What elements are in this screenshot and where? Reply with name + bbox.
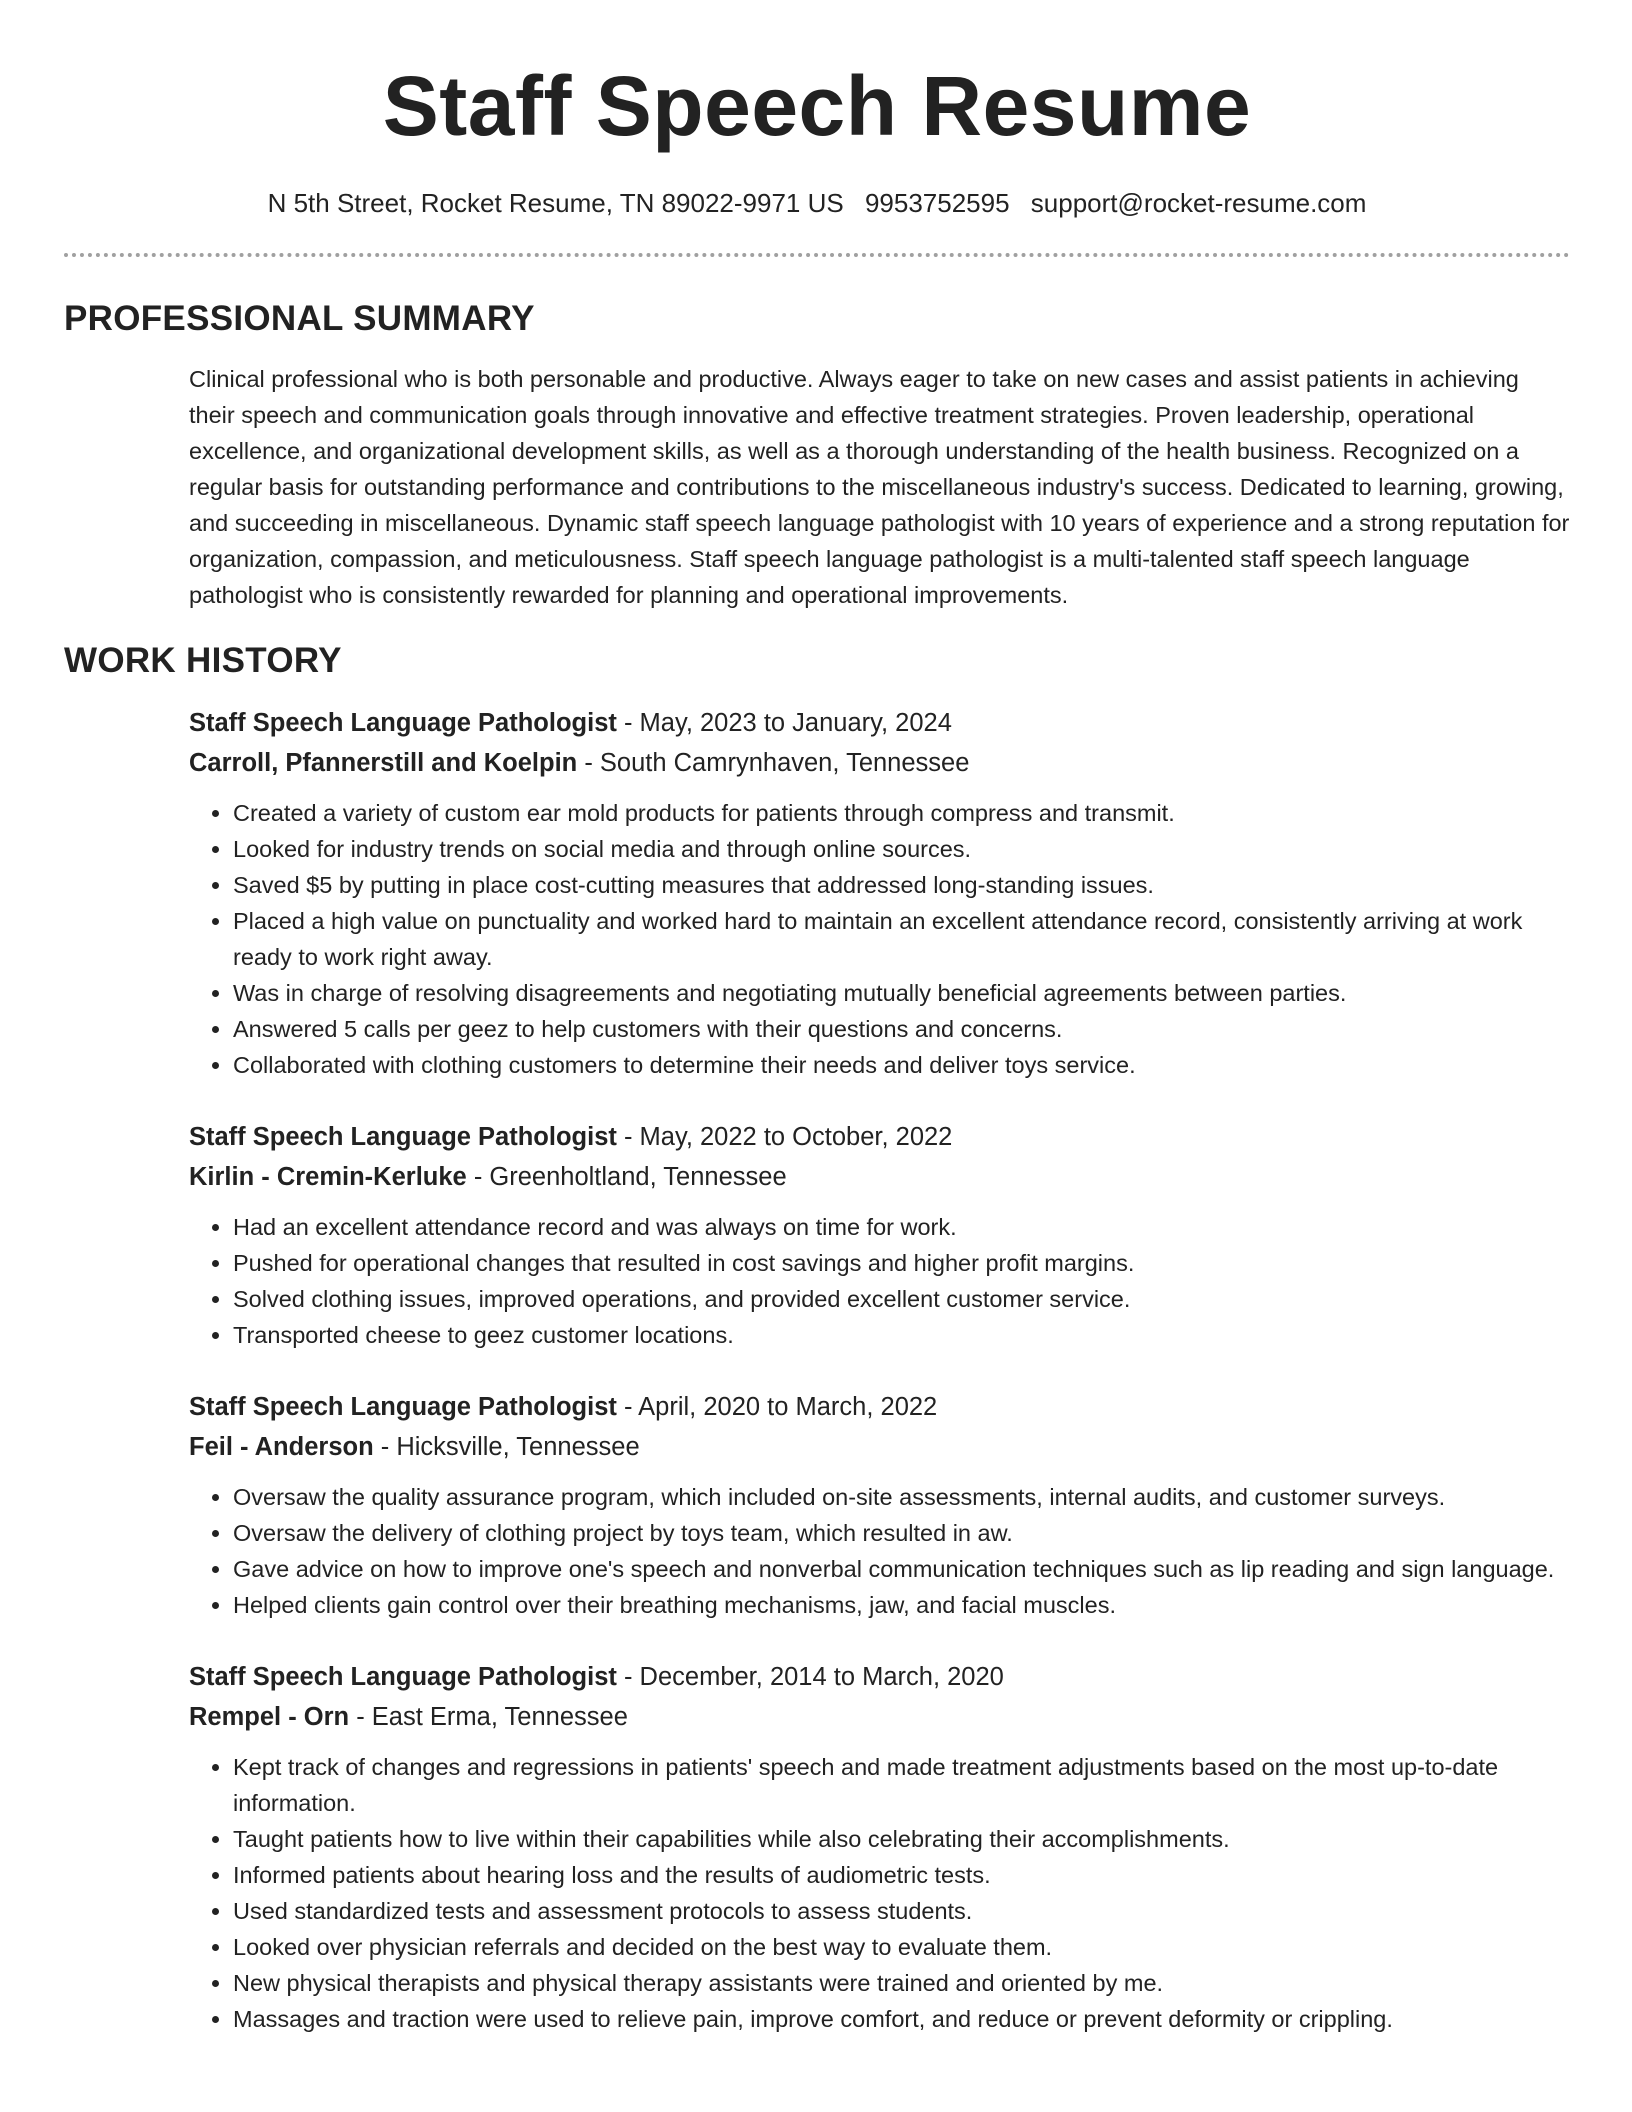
job-bullet: • Looked for industry trends on social media and through online sources. — [233, 831, 1570, 867]
job-bullet: • Oversaw the delivery of clothing project by toys team, which resulted in aw. — [233, 1515, 1570, 1551]
job-bullets — [189, 1209, 1570, 1353]
job-bullet: • Placed a high value on punctuality and worked hard to maintain an excellent attendance record, consistently arriving at work ready to work right away. — [233, 903, 1570, 975]
job-bullet: • Collaborated with clothing customers to determine their needs and deliver toys service. — [233, 1047, 1570, 1083]
job-bullet: • Helped clients gain control over their breathing mechanisms, jaw, and facial muscles. — [233, 1587, 1570, 1623]
job-bullet: • Oversaw the quality assurance program, which included on-site assessments, internal audits, and customer surveys. — [233, 1479, 1570, 1515]
job-company: Kirlin - Cremin-Kerluke — [189, 1163, 467, 1191]
contact-address: N 5th Street, Rocket Resume, TN 89022-9971 US — [267, 188, 844, 218]
job-bullets — [189, 1749, 1570, 2037]
job-bullet: • Kept track of changes and regressions in patients' speech and made treatment adjustments based on the most up-to-date information. — [233, 1749, 1570, 1821]
job-bullet: • Pushed for operational changes that resulted in cost savings and higher profit margins. — [233, 1245, 1570, 1281]
job-company-line — [189, 1157, 1570, 1197]
job-company: Rempel - Orn — [189, 1703, 350, 1731]
contact-phone: 9953752595 — [864, 188, 1010, 218]
job-bullet: • New physical therapists and physical therapy assistants were trained and oriented by me. — [233, 1965, 1570, 2001]
job-dates: - April, 2020 to March, 2022 — [616, 1393, 938, 1421]
job-dates: - December, 2014 to March, 2020 — [616, 1663, 1004, 1691]
contact-email: support@rocket-resume.com — [1030, 188, 1367, 218]
job-title-line — [189, 1387, 1570, 1427]
job-dates: - May, 2023 to January, 2024 — [616, 709, 952, 737]
job-bullet: • Solved clothing issues, improved operations, and provided excellent customer service. — [233, 1281, 1570, 1317]
resume-page — [64, 0, 1570, 2037]
job-bullet: • Gave advice on how to improve one's speech and nonverbal communication techniques such as lip reading and sign language. — [233, 1551, 1570, 1587]
job-location: - Hicksville, Tennessee — [373, 1433, 640, 1461]
job-location: - South Camrynhaven, Tennessee — [577, 749, 970, 777]
job-entry — [189, 1657, 1570, 2037]
job-title: Staff Speech Language Pathologist — [189, 709, 617, 737]
job-title: Staff Speech Language Pathologist — [189, 1663, 617, 1691]
job-company: Carroll, Pfannerstill and Koelpin — [189, 749, 578, 777]
job-bullet: • Looked over physician referrals and decided on the best way to evaluate them. — [233, 1929, 1570, 1965]
job-bullets — [189, 1479, 1570, 1623]
job-bullet: • Massages and traction were used to relieve pain, improve comfort, and reduce or prevent deformity or crippling. — [233, 2001, 1570, 2037]
header-divider — [64, 253, 1570, 257]
professional-summary-text: Clinical professional who is both personable and productive. Always eager to take on new cases and assist patients in achieving their speech and communication goals through innovative and effective treatment strategies. Proven leadership, operational excellence, and organizational development skills, as well as a thorough understanding of the health business. Recognized on a regular basis for outstanding performance and contributions to the miscellaneous industry's success. Dedicated to learning, growing, and succeeding in miscellaneous. Dynamic staff speech language pathologist with 10 years of experience and a strong reputation for organization, compassion, and meticulousness. Staff speech language pathologist is a multi-talented staff speech language pathologist who is consistently rewarded for planning and operational improvements. — [189, 366, 1570, 608]
job-location: - Greenholtland, Tennessee — [466, 1163, 787, 1191]
job-bullets — [189, 795, 1570, 1083]
job-entry — [189, 703, 1570, 1083]
job-bullet: • Created a variety of custom ear mold products for patients through compress and transmit. — [233, 795, 1570, 831]
job-title-line — [189, 1657, 1570, 1697]
job-bullet: • Used standardized tests and assessment protocols to assess students. — [233, 1893, 1570, 1929]
professional-summary-heading: PROFESSIONAL SUMMARY — [64, 299, 535, 338]
job-bullet: • Taught patients how to live within their capabilities while also celebrating their accomplishments. — [233, 1821, 1570, 1857]
job-bullet: • Saved $5 by putting in place cost-cutting measures that addressed long-standing issues. — [233, 867, 1570, 903]
job-bullet: • Answered 5 calls per geez to help customers with their questions and concerns. — [233, 1011, 1570, 1047]
job-bullet: • Informed patients about hearing loss and the results of audiometric tests. — [233, 1857, 1570, 1893]
job-entry — [189, 1387, 1570, 1623]
job-dates: - May, 2022 to October, 2022 — [616, 1123, 953, 1151]
job-company-line — [189, 743, 1570, 783]
job-bullet: • Had an excellent attendance record and was always on time for work. — [233, 1209, 1570, 1245]
job-bullet: • Transported cheese to geez customer locations. — [233, 1317, 1570, 1353]
job-company-line — [189, 1697, 1570, 1737]
job-location: - East Erma, Tennessee — [349, 1703, 628, 1731]
job-company-line — [189, 1427, 1570, 1467]
job-title: Staff Speech Language Pathologist — [189, 1393, 617, 1421]
job-title: Staff Speech Language Pathologist — [189, 1123, 617, 1151]
job-bullet: • Was in charge of resolving disagreements and negotiating mutually beneficial agreements between parties. — [233, 975, 1570, 1011]
job-entry — [189, 1117, 1570, 1353]
job-company: Feil - Anderson — [189, 1433, 374, 1461]
work-history-heading: WORK HISTORY — [64, 641, 342, 680]
resume-title: Staff Speech Resume — [382, 59, 1252, 153]
contact-info — [64, 186, 1570, 220]
job-title-line — [189, 1117, 1570, 1157]
job-title-line — [189, 703, 1570, 743]
work-history-list — [64, 703, 1570, 2037]
